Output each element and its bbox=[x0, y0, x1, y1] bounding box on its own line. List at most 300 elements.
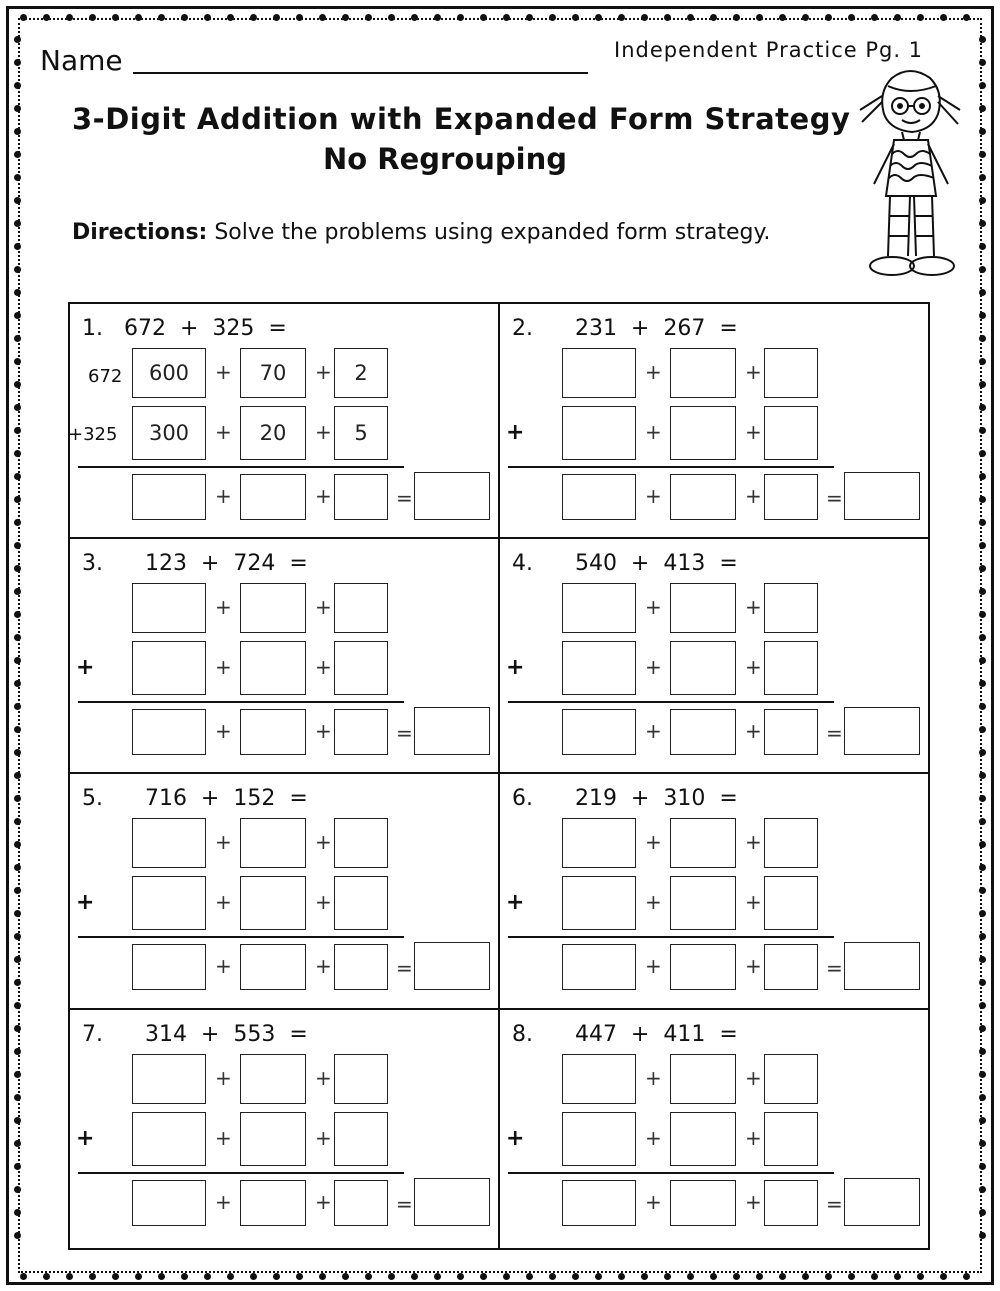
plus-sign: + bbox=[215, 595, 232, 619]
border-dot bbox=[979, 427, 986, 434]
answer-box[interactable] bbox=[132, 641, 206, 695]
border-dot bbox=[14, 634, 21, 641]
answer-box[interactable] bbox=[764, 1112, 818, 1166]
answer-box[interactable] bbox=[562, 944, 636, 990]
border-dot bbox=[14, 611, 21, 618]
answer-box[interactable]: 20 bbox=[240, 406, 306, 460]
border-dot bbox=[779, 14, 786, 21]
border-dot bbox=[979, 1140, 986, 1147]
border-dot bbox=[14, 818, 21, 825]
border-dot bbox=[14, 496, 21, 503]
border-dot bbox=[979, 634, 986, 641]
equals-sign: = bbox=[396, 956, 413, 980]
border-dot bbox=[14, 1025, 21, 1032]
plus-sign: + bbox=[315, 360, 332, 384]
sum-line bbox=[508, 701, 834, 703]
sum-answer-box[interactable] bbox=[844, 707, 920, 755]
answer-box[interactable] bbox=[670, 474, 736, 520]
plus-sign: + bbox=[745, 595, 762, 619]
border-dot bbox=[14, 1186, 21, 1193]
border-dot bbox=[979, 473, 986, 480]
border-dot bbox=[14, 335, 21, 342]
answer-box[interactable] bbox=[334, 944, 388, 990]
border-dot bbox=[979, 404, 986, 411]
answer-box[interactable] bbox=[132, 818, 206, 868]
border-dot bbox=[979, 358, 986, 365]
border-dot bbox=[14, 680, 21, 687]
sum-line bbox=[508, 466, 834, 468]
problem-header: 7. 314 + 553 = bbox=[82, 1022, 308, 1047]
border-dot bbox=[979, 496, 986, 503]
border-dot bbox=[641, 1273, 648, 1280]
border-dot bbox=[227, 1273, 234, 1280]
border-dot bbox=[14, 1163, 21, 1170]
plus-sign: + bbox=[645, 360, 662, 384]
directions-label: Directions: bbox=[72, 220, 208, 245]
border-dot bbox=[66, 1273, 73, 1280]
border-dot bbox=[979, 105, 986, 112]
border-dot bbox=[457, 1273, 464, 1280]
plus-sign: + bbox=[215, 830, 232, 854]
answer-box[interactable] bbox=[764, 641, 818, 695]
border-dot bbox=[14, 657, 21, 664]
answer-box[interactable] bbox=[764, 1054, 818, 1104]
border-dot bbox=[319, 1273, 326, 1280]
border-dot bbox=[319, 14, 326, 21]
border-dot bbox=[14, 82, 21, 89]
problem-header: 5. 716 + 152 = bbox=[82, 786, 308, 811]
border-dot bbox=[14, 979, 21, 986]
border-dot bbox=[979, 82, 986, 89]
border-dot bbox=[14, 312, 21, 319]
addition-sign: + bbox=[506, 890, 525, 915]
equals-sign: = bbox=[396, 486, 413, 510]
addition-sign: + bbox=[506, 1126, 525, 1151]
border-dot bbox=[825, 14, 832, 21]
border-dot bbox=[14, 243, 21, 250]
problem-header: 8. 447 + 411 = bbox=[512, 1022, 738, 1047]
plus-sign: + bbox=[315, 420, 332, 444]
plus-sign: + bbox=[215, 655, 232, 679]
border-dot bbox=[917, 1273, 924, 1280]
answer-box[interactable] bbox=[240, 474, 306, 520]
answer-box[interactable] bbox=[764, 876, 818, 930]
answer-box[interactable] bbox=[240, 709, 306, 755]
plus-sign: + bbox=[745, 1066, 762, 1090]
answer-box[interactable] bbox=[562, 1112, 636, 1166]
answer-box[interactable] bbox=[240, 1180, 306, 1226]
border-dot bbox=[979, 726, 986, 733]
problem-7 bbox=[70, 1010, 500, 1246]
border-dot bbox=[979, 588, 986, 595]
answer-box[interactable] bbox=[132, 1054, 206, 1104]
border-dot bbox=[296, 1273, 303, 1280]
answer-box[interactable] bbox=[764, 348, 818, 398]
answer-box[interactable] bbox=[764, 944, 818, 990]
border-dot bbox=[979, 266, 986, 273]
plus-sign: + bbox=[315, 719, 332, 743]
answer-box[interactable] bbox=[132, 876, 206, 930]
border-dot bbox=[411, 1273, 418, 1280]
border-dot bbox=[204, 1273, 211, 1280]
border-dot bbox=[181, 14, 188, 21]
border-dot bbox=[158, 1273, 165, 1280]
border-dot bbox=[14, 933, 21, 940]
border-dot bbox=[979, 841, 986, 848]
border-dot bbox=[365, 14, 372, 21]
border-dot bbox=[14, 542, 21, 549]
equals-sign: = bbox=[826, 486, 843, 510]
answer-box[interactable] bbox=[670, 876, 736, 930]
answer-box[interactable] bbox=[670, 944, 736, 990]
border-dot bbox=[434, 1273, 441, 1280]
answer-box[interactable] bbox=[764, 1180, 818, 1226]
border-dot bbox=[979, 1002, 986, 1009]
answer-box[interactable] bbox=[334, 876, 388, 930]
problem-header: 2. 231 + 267 = bbox=[512, 316, 738, 341]
plus-sign: + bbox=[315, 830, 332, 854]
border-dot bbox=[503, 14, 510, 21]
answer-box[interactable] bbox=[562, 583, 636, 633]
border-dot bbox=[733, 14, 740, 21]
border-dot bbox=[572, 14, 579, 21]
border-dot bbox=[618, 14, 625, 21]
answer-box[interactable] bbox=[670, 583, 736, 633]
problem-4 bbox=[500, 539, 930, 775]
answer-box[interactable] bbox=[764, 709, 818, 755]
border-dot bbox=[687, 1273, 694, 1280]
plus-sign: + bbox=[215, 420, 232, 444]
answer-box[interactable] bbox=[334, 818, 388, 868]
border-dot bbox=[595, 1273, 602, 1280]
answer-box[interactable]: 70 bbox=[240, 348, 306, 398]
border-dot bbox=[20, 14, 27, 21]
border-dot bbox=[250, 14, 257, 21]
border-dot bbox=[979, 1163, 986, 1170]
answer-box[interactable] bbox=[132, 944, 206, 990]
border-dot bbox=[979, 381, 986, 388]
border-dot bbox=[14, 749, 21, 756]
border-dot bbox=[641, 14, 648, 21]
answer-box[interactable] bbox=[334, 583, 388, 633]
border-dot bbox=[342, 1273, 349, 1280]
border-dot bbox=[979, 197, 986, 204]
plus-sign: + bbox=[745, 484, 762, 508]
border-dot bbox=[802, 1273, 809, 1280]
border-dot bbox=[503, 1273, 510, 1280]
answer-box[interactable] bbox=[240, 583, 306, 633]
answer-box[interactable] bbox=[132, 709, 206, 755]
border-dot bbox=[979, 910, 986, 917]
border-dot bbox=[710, 14, 717, 21]
border-dot bbox=[14, 197, 21, 204]
answer-box[interactable] bbox=[240, 944, 306, 990]
border-dot bbox=[204, 14, 211, 21]
border-dot bbox=[756, 1273, 763, 1280]
border-dot bbox=[979, 335, 986, 342]
answer-box[interactable] bbox=[562, 1054, 636, 1104]
border-dot bbox=[979, 1186, 986, 1193]
border-dot bbox=[979, 703, 986, 710]
border-dot bbox=[687, 14, 694, 21]
answer-box[interactable] bbox=[132, 1112, 206, 1166]
border-dot bbox=[14, 864, 21, 871]
plus-sign: + bbox=[645, 830, 662, 854]
border-dot bbox=[871, 1273, 878, 1280]
answer-box[interactable] bbox=[240, 1112, 306, 1166]
answer-box[interactable] bbox=[670, 1180, 736, 1226]
answer-box[interactable] bbox=[670, 406, 736, 460]
border-dot bbox=[979, 151, 986, 158]
border-dot bbox=[979, 864, 986, 871]
plus-sign: + bbox=[645, 1190, 662, 1214]
sum-line bbox=[78, 701, 404, 703]
directions bbox=[72, 220, 770, 245]
sum-answer-box[interactable] bbox=[414, 942, 490, 990]
plus-sign: + bbox=[315, 1066, 332, 1090]
addend-2: +325 bbox=[68, 424, 118, 445]
plus-sign: + bbox=[745, 719, 762, 743]
answer-box[interactable] bbox=[132, 583, 206, 633]
border-dot bbox=[14, 59, 21, 66]
practice-label: Independent Practice Pg. 1 bbox=[614, 38, 924, 62]
answer-box[interactable] bbox=[240, 1054, 306, 1104]
border-dot bbox=[14, 910, 21, 917]
border-dot bbox=[158, 14, 165, 21]
problem-6 bbox=[500, 774, 930, 1010]
answer-box[interactable] bbox=[764, 583, 818, 633]
answer-box[interactable] bbox=[334, 709, 388, 755]
border-dot bbox=[14, 887, 21, 894]
addend-1: 672 bbox=[88, 366, 123, 387]
border-dot bbox=[979, 1048, 986, 1055]
border-dot bbox=[14, 36, 21, 43]
border-dot bbox=[917, 14, 924, 21]
border-dot bbox=[227, 14, 234, 21]
answer-box[interactable] bbox=[562, 641, 636, 695]
answer-box[interactable] bbox=[334, 474, 388, 520]
border-dot bbox=[14, 266, 21, 273]
sum-answer-box[interactable] bbox=[844, 1178, 920, 1226]
worksheet-subtitle: No Regrouping bbox=[322, 142, 568, 176]
name-label: Name bbox=[40, 44, 123, 77]
border-dot bbox=[296, 14, 303, 21]
plus-sign: + bbox=[315, 1190, 332, 1214]
border-dot bbox=[480, 14, 487, 21]
border-dot bbox=[595, 14, 602, 21]
answer-box[interactable] bbox=[562, 474, 636, 520]
border-dot bbox=[14, 1140, 21, 1147]
border-dot bbox=[894, 14, 901, 21]
border-dot bbox=[14, 772, 21, 779]
problem-header: 4. 540 + 413 = bbox=[512, 551, 738, 576]
sum-answer-box[interactable] bbox=[414, 472, 490, 520]
border-dot bbox=[979, 59, 986, 66]
answer-box[interactable] bbox=[670, 348, 736, 398]
sum-line bbox=[78, 466, 404, 468]
plus-sign: + bbox=[215, 890, 232, 914]
border-dot bbox=[14, 404, 21, 411]
equals-sign: = bbox=[396, 1192, 413, 1216]
border-dot bbox=[979, 565, 986, 572]
answer-box[interactable] bbox=[562, 818, 636, 868]
border-dot bbox=[135, 1273, 142, 1280]
border-dot bbox=[14, 519, 21, 526]
equals-sign: = bbox=[826, 956, 843, 980]
answer-box[interactable] bbox=[334, 641, 388, 695]
border-dot bbox=[14, 1209, 21, 1216]
border-dot bbox=[112, 1273, 119, 1280]
border-dot bbox=[181, 1273, 188, 1280]
border-dot bbox=[89, 14, 96, 21]
plus-sign: + bbox=[215, 954, 232, 978]
border-dot bbox=[273, 1273, 280, 1280]
plus-sign: + bbox=[745, 655, 762, 679]
answer-box[interactable] bbox=[240, 876, 306, 930]
plus-sign: + bbox=[315, 484, 332, 508]
plus-sign: + bbox=[315, 655, 332, 679]
plus-sign: + bbox=[315, 595, 332, 619]
border-dot bbox=[979, 749, 986, 756]
answer-box[interactable] bbox=[764, 474, 818, 520]
addition-sign: + bbox=[76, 890, 95, 915]
plus-sign: + bbox=[215, 1066, 232, 1090]
border-dot bbox=[14, 174, 21, 181]
girl-illustration bbox=[852, 66, 970, 286]
plus-sign: + bbox=[645, 954, 662, 978]
border-dot bbox=[434, 14, 441, 21]
equals-sign: = bbox=[396, 721, 413, 745]
border-dot bbox=[14, 795, 21, 802]
border-dot bbox=[979, 519, 986, 526]
border-dot bbox=[526, 1273, 533, 1280]
name-input-line[interactable] bbox=[133, 72, 588, 74]
border-dot bbox=[979, 450, 986, 457]
plus-sign: + bbox=[745, 420, 762, 444]
sum-answer-box[interactable] bbox=[844, 472, 920, 520]
border-dot bbox=[979, 1232, 986, 1239]
border-dot bbox=[963, 14, 970, 21]
border-dot bbox=[618, 1273, 625, 1280]
sum-line bbox=[78, 936, 404, 938]
border-dot bbox=[664, 14, 671, 21]
border-dot bbox=[14, 588, 21, 595]
border-dot bbox=[979, 1025, 986, 1032]
plus-sign: + bbox=[215, 719, 232, 743]
plus-sign: + bbox=[645, 420, 662, 444]
answer-box[interactable]: 600 bbox=[132, 348, 206, 398]
problem-1 bbox=[70, 304, 500, 540]
sum-answer-box[interactable] bbox=[414, 707, 490, 755]
border-dot bbox=[979, 1071, 986, 1078]
answer-box[interactable]: 2 bbox=[334, 348, 388, 398]
border-dot bbox=[14, 220, 21, 227]
border-dot bbox=[979, 542, 986, 549]
answer-box[interactable] bbox=[670, 709, 736, 755]
sum-answer-box[interactable] bbox=[844, 942, 920, 990]
border-dot bbox=[979, 611, 986, 618]
border-dot bbox=[894, 1273, 901, 1280]
border-dot bbox=[825, 1273, 832, 1280]
problem-3 bbox=[70, 539, 500, 775]
answer-box[interactable] bbox=[132, 1180, 206, 1226]
answer-box[interactable] bbox=[240, 818, 306, 868]
answer-box[interactable] bbox=[764, 406, 818, 460]
plus-sign: + bbox=[745, 830, 762, 854]
plus-sign: + bbox=[745, 1126, 762, 1150]
border-dot bbox=[14, 289, 21, 296]
border-dot bbox=[411, 14, 418, 21]
border-dot bbox=[572, 1273, 579, 1280]
plus-sign: + bbox=[315, 954, 332, 978]
answer-box[interactable] bbox=[562, 709, 636, 755]
answer-box[interactable] bbox=[240, 641, 306, 695]
border-dot bbox=[979, 657, 986, 664]
border-dot bbox=[43, 1273, 50, 1280]
answer-box[interactable] bbox=[562, 1180, 636, 1226]
border-dot bbox=[979, 818, 986, 825]
border-dot bbox=[979, 128, 986, 135]
border-dot bbox=[135, 14, 142, 21]
border-dot bbox=[940, 14, 947, 21]
border-dot bbox=[549, 1273, 556, 1280]
border-dot bbox=[979, 1094, 986, 1101]
plus-sign: + bbox=[745, 360, 762, 384]
border-dot bbox=[14, 450, 21, 457]
border-dot bbox=[14, 956, 21, 963]
border-dot bbox=[14, 1071, 21, 1078]
addition-sign: + bbox=[76, 1126, 95, 1151]
answer-box[interactable] bbox=[764, 818, 818, 868]
border-dot bbox=[848, 1273, 855, 1280]
border-dot bbox=[89, 1273, 96, 1280]
answer-box[interactable] bbox=[670, 1112, 736, 1166]
answer-box[interactable]: 300 bbox=[132, 406, 206, 460]
border-dot bbox=[388, 1273, 395, 1280]
border-dot bbox=[14, 703, 21, 710]
border-dot bbox=[14, 151, 21, 158]
border-dot bbox=[43, 14, 50, 21]
answer-box[interactable] bbox=[334, 1180, 388, 1226]
equals-sign: = bbox=[826, 721, 843, 745]
sum-answer-box[interactable] bbox=[414, 1178, 490, 1226]
border-dot bbox=[14, 128, 21, 135]
answer-box[interactable] bbox=[670, 641, 736, 695]
answer-box[interactable] bbox=[562, 876, 636, 930]
border-dot bbox=[979, 1209, 986, 1216]
answer-box[interactable] bbox=[670, 818, 736, 868]
border-dot bbox=[14, 427, 21, 434]
addition-sign: + bbox=[506, 655, 525, 680]
plus-sign: + bbox=[315, 890, 332, 914]
plus-sign: + bbox=[215, 484, 232, 508]
border-dot bbox=[979, 680, 986, 687]
plus-sign: + bbox=[315, 1126, 332, 1150]
problem-header: 3. 123 + 724 = bbox=[82, 551, 308, 576]
answer-box[interactable]: 5 bbox=[334, 406, 388, 460]
border-dot bbox=[779, 1273, 786, 1280]
answer-box[interactable] bbox=[334, 1054, 388, 1104]
problem-8 bbox=[500, 1010, 930, 1246]
answer-box[interactable] bbox=[670, 1054, 736, 1104]
answer-box[interactable] bbox=[562, 406, 636, 460]
answer-box[interactable] bbox=[334, 1112, 388, 1166]
answer-box[interactable] bbox=[132, 474, 206, 520]
border-dot bbox=[14, 381, 21, 388]
answer-box[interactable] bbox=[562, 348, 636, 398]
border-dot bbox=[979, 312, 986, 319]
border-dot bbox=[14, 1232, 21, 1239]
